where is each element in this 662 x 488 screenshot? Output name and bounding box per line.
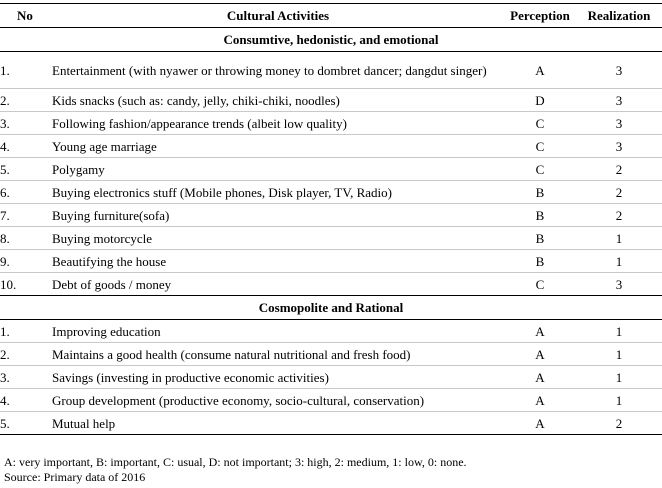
header-perception: Perception	[504, 4, 576, 28]
realization-cell: 2	[576, 158, 662, 181]
activity-cell: Improving education	[52, 320, 504, 343]
row-number: 8.	[0, 227, 52, 250]
realization-cell: 2	[576, 204, 662, 227]
activity-cell: Mutual help	[52, 412, 504, 435]
row-number: 3.	[0, 366, 52, 389]
activity-cell: Entertainment (with nyawer or throwing money to dombret dancer; dangdut singer)	[52, 52, 504, 89]
cultural-activities-table	[0, 3, 662, 435]
perception-cell: A	[504, 366, 576, 389]
realization-cell: 1	[576, 366, 662, 389]
perception-cell: C	[504, 273, 576, 296]
activity-cell: Following fashion/appearance trends (albeit low quality)	[52, 112, 504, 135]
activity-cell: Maintains a good health (consume natural nutritional and fresh food)	[52, 343, 504, 366]
activity-cell: Buying furniture(sofa)	[52, 204, 504, 227]
realization-cell: 2	[576, 412, 662, 435]
realization-cell: 3	[576, 52, 662, 89]
row-number: 3.	[0, 112, 52, 135]
realization-cell: 1	[576, 320, 662, 343]
realization-cell: 1	[576, 389, 662, 412]
header-realization: Realization	[576, 4, 662, 28]
realization-cell: 3	[576, 135, 662, 158]
realization-cell: 1	[576, 250, 662, 273]
row-number: 2.	[0, 343, 52, 366]
perception-cell: C	[504, 158, 576, 181]
section-title: Cosmopolite and Rational	[0, 296, 662, 320]
row-number: 4.	[0, 135, 52, 158]
header-activity: Cultural Activities	[52, 4, 504, 28]
table-row	[0, 52, 662, 89]
perception-cell: A	[504, 389, 576, 412]
table-row	[0, 250, 662, 273]
row-number: 5.	[0, 158, 52, 181]
row-number: 1.	[0, 52, 52, 89]
table-row	[0, 412, 662, 435]
realization-cell: 3	[576, 89, 662, 112]
header-no: No	[0, 4, 52, 28]
realization-cell: 3	[576, 273, 662, 296]
perception-cell: A	[504, 343, 576, 366]
perception-cell: D	[504, 89, 576, 112]
section-header-row	[0, 296, 662, 320]
table-row	[0, 366, 662, 389]
activity-cell: Polygamy	[52, 158, 504, 181]
source-note: Source: Primary data of 2016	[4, 470, 146, 484]
perception-cell: C	[504, 112, 576, 135]
realization-cell: 1	[576, 227, 662, 250]
perception-cell: A	[504, 412, 576, 435]
realization-cell: 2	[576, 181, 662, 204]
row-number: 5.	[0, 412, 52, 435]
perception-cell: C	[504, 135, 576, 158]
perception-cell: B	[504, 250, 576, 273]
row-number: 2.	[0, 89, 52, 112]
realization-cell: 1	[576, 343, 662, 366]
legend-note: A: very important, B: important, C: usual, D: not important; 3: high, 2: medium, 1: low, 0: none.	[4, 455, 467, 469]
row-number: 7.	[0, 204, 52, 227]
table-row	[0, 343, 662, 366]
row-number: 10.	[0, 273, 52, 296]
table-header-row	[0, 4, 662, 28]
activity-cell: Group development (productive economy, socio-cultural, conservation)	[52, 389, 504, 412]
table-row	[0, 135, 662, 158]
activity-cell: Buying electronics stuff (Mobile phones, Disk player, TV, Radio)	[52, 181, 504, 204]
section-header-row	[0, 28, 662, 52]
perception-cell: B	[504, 204, 576, 227]
perception-cell: B	[504, 227, 576, 250]
table-row	[0, 181, 662, 204]
row-number: 9.	[0, 250, 52, 273]
table-row	[0, 158, 662, 181]
table-row	[0, 227, 662, 250]
row-number: 6.	[0, 181, 52, 204]
realization-cell: 3	[576, 112, 662, 135]
section-title: Consumtive, hedonistic, and emotional	[0, 28, 662, 52]
activity-cell: Savings (investing in productive economic activities)	[52, 366, 504, 389]
activity-cell: Young age marriage	[52, 135, 504, 158]
table-row	[0, 389, 662, 412]
table-row	[0, 320, 662, 343]
table-row	[0, 204, 662, 227]
perception-cell: B	[504, 181, 576, 204]
row-number: 4.	[0, 389, 52, 412]
perception-cell: A	[504, 52, 576, 89]
table-row	[0, 112, 662, 135]
activity-cell: Beautifying the house	[52, 250, 504, 273]
activity-cell: Debt of goods / money	[52, 273, 504, 296]
table-notes	[4, 455, 467, 485]
activity-cell: Kids snacks (such as: candy, jelly, chiki-chiki, noodles)	[52, 89, 504, 112]
table-row	[0, 273, 662, 296]
table-row	[0, 89, 662, 112]
activity-cell: Buying motorcycle	[52, 227, 504, 250]
perception-cell: A	[504, 320, 576, 343]
row-number: 1.	[0, 320, 52, 343]
